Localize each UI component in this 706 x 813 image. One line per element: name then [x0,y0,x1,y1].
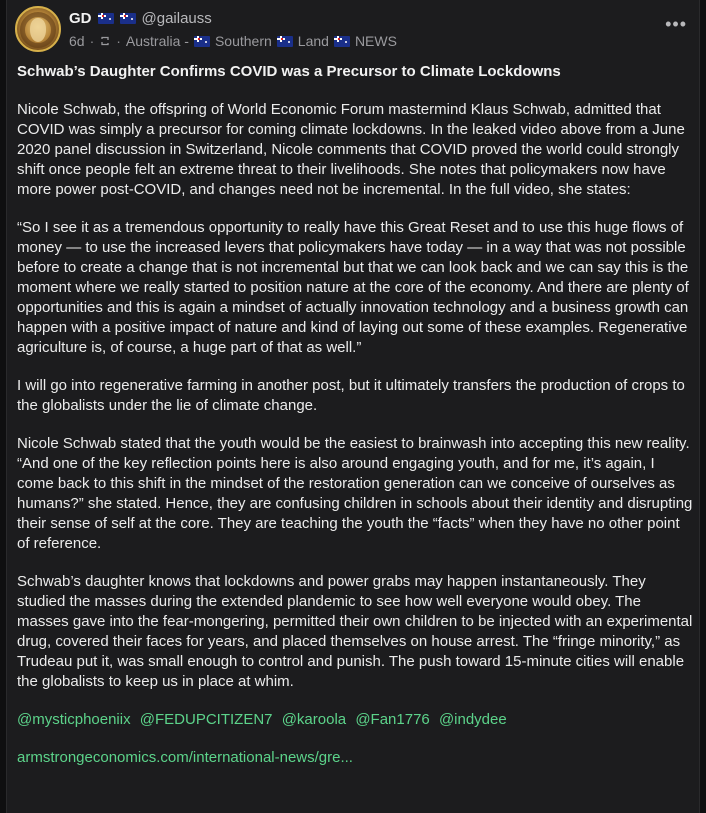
mention-link[interactable]: @FEDUPCITIZEN7 [139,711,273,728]
avatar-lion-face [30,18,46,42]
community-news[interactable]: NEWS [354,33,397,49]
separator-dot: · [116,33,121,49]
post-card [6,0,700,813]
community-southern[interactable]: Southern [214,33,272,49]
article-link[interactable]: armstrongeconomics.com/international-news/gre... [17,749,353,766]
community-land[interactable]: Land [297,33,329,49]
post-body [17,62,693,768]
post-paragraph: Schwab’s daughter knows that lockdowns and power grabs may happen instantaneously. They studied the masses during the extended plandemic to see how well everyone would obey. The masses gave into the fear-mongering, permitted their own children to be injected with an experimental drug, covered their faces for years, and placed themselves on house arrest. The “fringe minority,” as Trudeau put it, was small enough to control and punish. The push toward 15-minute cities will enable the globalists to keep us in place at whim. [17,573,693,690]
author-line [69,10,212,27]
mention-link[interactable]: @karoola [281,711,347,728]
australian-flag-icon [98,13,114,24]
post-time: 6d [69,33,85,49]
australian-flag-icon [194,36,210,47]
author-handle[interactable]: @gailauss [141,10,212,27]
separator-dot: · [89,33,95,49]
post-paragraph: Nicole Schwab stated that the youth would be the easiest to brainwash into accepting this new reality. “And one of the key reflection points here is also around engaging youth, and for me, it’s again, I come back to this shift in the mindset of the restoration generation can we conceive of ourselves as humans?” she stated. Hence, they are confusing children in schools about their identity and disrupting their sense of self at the core. They are teaching the youth the “facts” when they have no other point of reference. [17,435,693,552]
mention-link[interactable]: @indydee [438,711,507,728]
author-name[interactable]: GD [69,10,92,27]
author-avatar[interactable] [15,6,61,52]
mention-link[interactable]: @mysticphoeniix [17,711,131,728]
mentions-list [17,710,693,730]
post-meta [69,33,397,49]
australian-flag-icon [334,36,350,47]
australian-flag-icon [277,36,293,47]
more-options-icon[interactable]: ••• [665,14,687,34]
post-header [7,0,699,60]
community-prefix[interactable]: Australia - [125,33,189,49]
repost-icon [99,35,111,47]
australian-flag-icon [120,13,136,24]
post-paragraph: Nicole Schwab, the offspring of World Economic Forum mastermind Klaus Schwab, admitted that COVID was simply a precursor for coming climate lockdowns. In the leaked video above from a June 2020 panel discussion in Switzerland, Nicole comments that COVID proved the world could strongly shift once people felt an extreme threat to their livelihoods. She notes that policymakers now have more power post-COVID, and changes need not be incremental. In the full video, she states: [17,101,685,198]
post-paragraph: I will go into regenerative farming in another post, but it ultimately transfers the production of crops to the globalists under the lie of climate change. [17,377,685,414]
mention-link[interactable]: @Fan1776 [355,711,430,728]
post-quote: “So I see it as a tremendous opportunity to really have this Great Reset and to use this huge flows of money — to use the increased levers that policymakers have today — in a way that was not possible before to create a change that is not incremental but that we can look back and we can say this is the moment where we really started to position nature at the core of the economy. And there are plenty of opportunities and this is again a mindset of actually innovation technology and a business growth can happen with a positive impact of nature and kind of laying out some of these examples. Regenerative agriculture is, of course, a huge part of that as well.” [17,219,689,356]
post-title: Schwab’s Daughter Confirms COVID was a Precursor to Climate Lockdowns [17,63,561,80]
